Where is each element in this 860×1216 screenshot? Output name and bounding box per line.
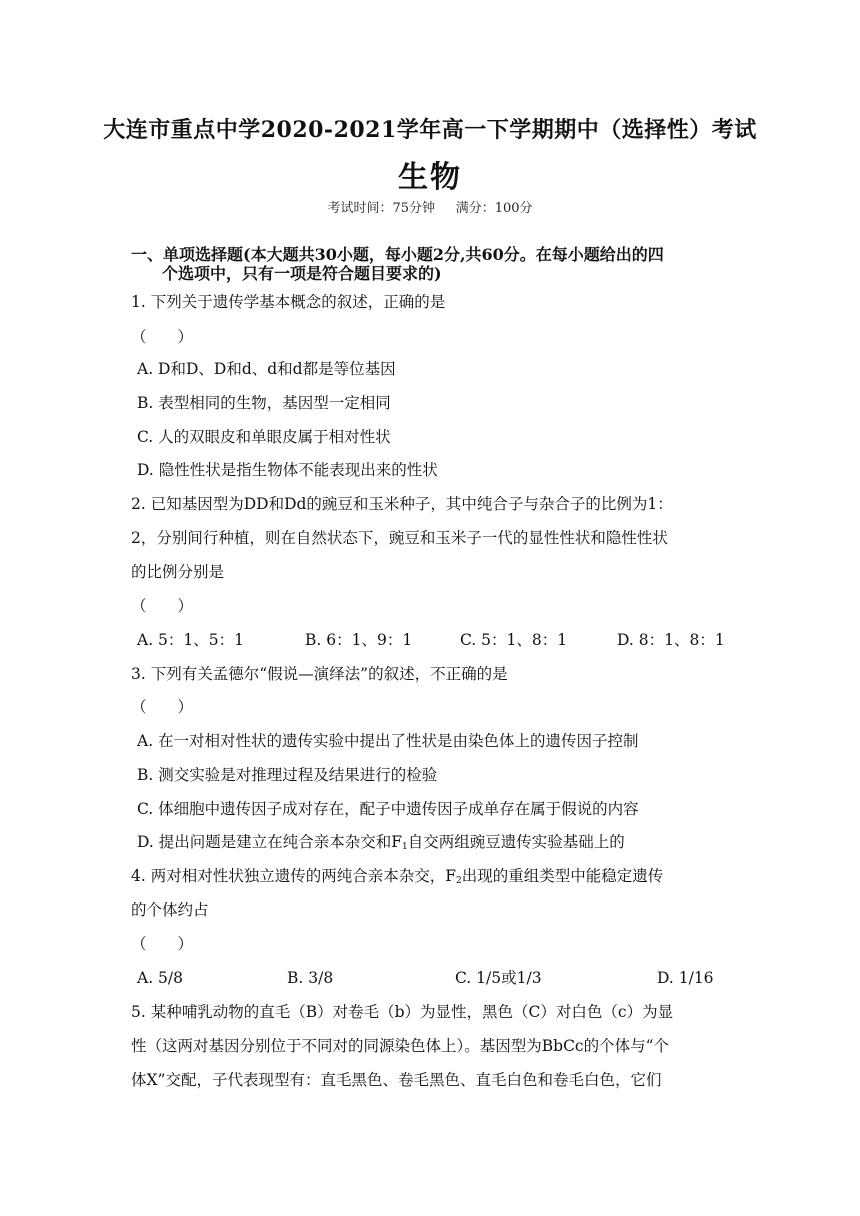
q4-option-c: C. 1/5或1/3 (455, 969, 542, 987)
q2-option-b: B. 6：1、9：1 (305, 631, 413, 649)
q3-option-d: D. 提出问题是建立在纯合亲本杂交和$F_1$自交两组豌豆遗传实验基础上的 (137, 833, 625, 852)
q1-option-b: B. 表型相同的生物，基因型一定相同 (137, 394, 391, 412)
q4-option-a: A. 5/8 (137, 969, 183, 987)
exam-title: 大连市重点中学2020-2021学年高一下学期期中（选择性）考试 (103, 117, 757, 143)
q3-answer-blank: （ ） (131, 698, 194, 716)
q5-stem-line2: 性（这两对基因分别位于不同对的同源染色体上）。基因型为BbCc的个体与“个 (131, 1037, 670, 1055)
q2-answer-blank: （ ） (131, 597, 194, 615)
q3-stem: 3. 下列有关孟德尔“假说—演绎法”的叙述，不正确的是 (131, 665, 508, 683)
q2-option-c: C. 5：1、8：1 (460, 631, 568, 649)
q2-option-d: D. 8：1、8：1 (617, 631, 725, 649)
q2-stem-line2: 2，分别间行种植，则在自然状态下，豌豆和玉米子一代的显性性状和隐性性状 (131, 529, 668, 547)
q2-stem-line3: 的比例分别是 (131, 563, 225, 581)
q5-stem-line3: 体X”交配，子代表现型有：直毛黑色、卷毛黑色、直毛白色和卷毛白色，它们 (131, 1071, 662, 1089)
q4-stem-line2: 的个体约占 (131, 901, 209, 919)
section-heading-line2: 个选项中，只有一项是符合题目要求的) (162, 264, 442, 283)
exam-meta: 考试时间：75分钟 满分：100分 (327, 201, 533, 216)
q1-option-d: D. 隐性性状是指生物体不能表现出来的性状 (137, 461, 438, 479)
q2-option-a: A. 5：1、5：1 (137, 631, 244, 649)
q1-answer-blank: （ ） (131, 328, 194, 346)
section-heading-line1: 一、单项选择题(本大题共30小题，每小题2分,共60分。在每小题给出的四 (131, 245, 664, 264)
q1-option-a: A. D和D、D和d、d和d都是等位基因 (137, 360, 396, 378)
q2-stem-line1: 2. 已知基因型为DD和Dd的豌豆和玉米种子，其中纯合子与杂合子的比例为1： (131, 495, 673, 513)
q4-option-d: D. 1/16 (657, 969, 714, 987)
q4-stem-line1: 4. 两对相对性状独立遗传的两纯合亲本杂交，$F_2$出现的重组类型中能稳定遗传 (131, 867, 664, 886)
q3-option-c: C. 体细胞中遗传因子成对存在，配子中遗传因子成单存在属于假说的内容 (137, 800, 639, 818)
q3-option-b: B. 测交实验是对推理过程及结果进行的检验 (137, 766, 438, 784)
q1-option-c: C. 人的双眼皮和单眼皮属于相对性状 (137, 428, 391, 446)
q1-stem: 1. 下列关于遗传学基本概念的叙述，正确的是 (131, 293, 446, 311)
subject-title: 生物 (398, 160, 462, 195)
q3-option-a: A. 在一对相对性状的遗传实验中提出了性状是由染色体上的遗传因子控制 (137, 732, 639, 750)
q4-option-b: B. 3/8 (287, 969, 334, 987)
q5-stem-line1: 5. 某种哺乳动物的直毛（B）对卷毛（b）为显性，黑色（C）对白色（c）为显 (131, 1003, 674, 1021)
q4-answer-blank: （ ） (131, 935, 194, 953)
